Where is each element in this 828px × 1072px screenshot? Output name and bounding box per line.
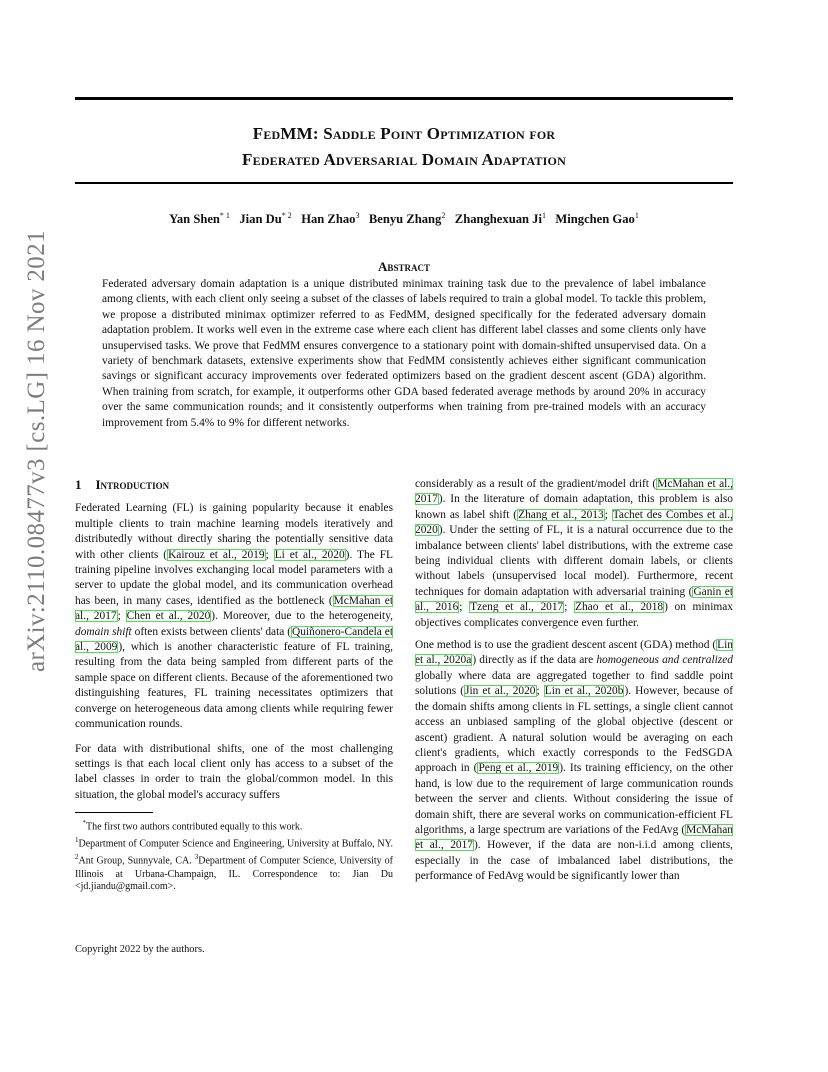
footnote: *The first two authors contributed equally to this work. $^1$Department of Computer Science and Engineering, University at Buffalo, NY. $^2$Ant Group, Sunnyvale, CA. $^3$Department of Computer Science, University of Illinois at Urbana-Champaign, IL. Correspondence to: Jian Du <jd.jiandu@gmail.com>. bbox=[75, 819, 394, 893]
citation-link[interactable]: McMahan et al., 2017 bbox=[415, 823, 733, 852]
citation-link[interactable]: Kairouz et al., 2019 bbox=[168, 548, 265, 561]
title-top-rule bbox=[75, 97, 733, 100]
citation-link[interactable]: Chen et al., 2020 bbox=[126, 610, 211, 623]
author: Yan Shen$^{* 1}$ bbox=[169, 211, 230, 227]
intro-paragraph-2: For data with distributional shifts, one of the most challenging settings is that each local client only has access to a subset of the label classes in order to train the global/common model. In this situation, the global model's accuracy suffers bbox=[75, 742, 393, 801]
author: Jian Du$^{* 2}$ bbox=[239, 211, 292, 227]
abstract-body: Federated adversary domain adaptation is a unique distributed minimax training task due to the prevalence of label imbalance among clients, with each client only seeing a subset of the classes of labels required to train a global model. To tackle this problem, we propose a distributed minimax optimizer referred to as FedMM, designed specifically for the federated adversary domain adaptation problem. It works well even in the extreme case where each client has different label classes and some clients only have unsupervised tasks. We prove that FedMM ensures convergence to a stationary point with domain-shifted unsupervised data. On a variety of benchmark datasets, extensive experiments show that FedMM consistently achieves either significant communication savings or significant accuracy improvements over federated optimizers based on the gradient descent ascent (GDA) algorithm. When training from scratch, for example, it outperforms other GDA based federated average methods by around 20% in accuracy over the same communication rounds; and it consistently outperforms when training from pre-trained models with an accuracy improvement from 5.4% to 9% for different networks. bbox=[102, 278, 706, 429]
arxiv-stamp[interactable]: arXiv:2110.08477v3 [cs.LG] 16 Nov 2021 bbox=[23, 230, 50, 672]
author: Mingchen Gao$^1$ bbox=[555, 211, 639, 227]
citation-link[interactable]: Quiñonero-Candela et al., 2009 bbox=[75, 625, 393, 654]
citation-link[interactable]: McMahan et al., 2017 bbox=[415, 478, 733, 506]
author: Benyu Zhang$^2$ bbox=[368, 211, 446, 227]
citation-link[interactable]: Tachet des Combes et al., 2020 bbox=[415, 508, 734, 537]
abstract-heading: Abstract bbox=[378, 259, 430, 274]
section-heading bbox=[75, 477, 393, 492]
paper-title bbox=[75, 121, 733, 173]
footnote-rule bbox=[75, 812, 153, 813]
right-column bbox=[415, 477, 733, 892]
citation-link[interactable]: Tzeng et al., 2017 bbox=[470, 601, 564, 614]
citation-link[interactable]: Lin et al., 2020b bbox=[544, 685, 624, 698]
citation-link[interactable]: Lin et al., 2020a bbox=[415, 639, 733, 667]
title-line-1: FedMM: Saddle Point Optimization for bbox=[252, 124, 556, 143]
copyright-notice: Copyright 2022 by the authors. bbox=[75, 944, 205, 955]
author: Han Zhao$^3$ bbox=[301, 211, 360, 227]
citation-link[interactable]: Zhao et al., 2018 bbox=[575, 601, 664, 614]
intro-paragraph-3: considerably as a result of the gradient/model drift (McMahan et al., 2017). In the literature of domain adaptation, this problem is also known as label shift (Zhang et al., 2013; Tachet des Combes et al., 2020). Under the setting of FL, it is a natural occurrence due to the imbalance between clients' label distributions, with the extreme case being individual clients with different domain labels, or clients without labels (unsupervised local model). Furthermore, recent techniques for domain adaptation with adversarial training (Ganin et al., 2016; Tzeng et al., 2017; Zhao et al., 2018) on minimax objectives complicates convergence even further. bbox=[415, 478, 734, 629]
citation-link[interactable]: Peng et al., 2019 bbox=[478, 762, 559, 775]
citation-link[interactable]: Jin et al., 2020 bbox=[465, 685, 536, 698]
section-title: Introduction bbox=[95, 477, 170, 492]
citation-link[interactable]: Zhang et al., 2013 bbox=[518, 508, 604, 521]
author: Zhanghexuan Ji$^1$ bbox=[454, 211, 546, 227]
citation-link[interactable]: Ganin et al., 2016 bbox=[415, 585, 733, 614]
title-line-2: Federated Adversarial Domain Adaptation bbox=[242, 150, 566, 169]
intro-paragraph-1: Federated Learning (FL) is gaining popularity because it enables multiple clients to train machine learning models iteratively and distributedly without directly sharing the potentially sensitive data with other clients (Kairouz et al., 2019; Li et al., 2020). The FL training pipeline involves exchanging local model parameters with a server to update the global model, and its communication overhead has been, in many cases, identified as the bottleneck (McMahan et al., 2017; Chen et al., 2020). Moreover, due to the heterogeneity, domain shift often exists between clients' data (Quiñonero-Candela et al., 2009), which is another characteristic feature of FL training, resulting from the data being sampled from different parts of the sample space on different clients. Because of the aforementioned two distinguishing features, FL training necessitates optimizers that converge on heterogeneous data among clients while requiring fewer communication rounds. bbox=[75, 502, 394, 731]
citation-link[interactable]: McMahan et al., 2017 bbox=[75, 594, 393, 623]
citation-link[interactable]: Li et al., 2020 bbox=[274, 548, 345, 561]
section-number: 1 bbox=[75, 477, 82, 492]
left-column bbox=[75, 477, 393, 894]
author-list bbox=[75, 211, 733, 227]
title-bottom-rule bbox=[75, 182, 733, 184]
intro-paragraph-4: One method is to use the gradient descent ascent (GDA) method (Lin et al., 2020a) directly as if the data are homogeneous and centralized globally where data are aggregated together to find saddle point solutions (Jin et al., 2020; Lin et al., 2020b). However, because of the domain shifts among clients in FL settings, a single client cannot access an unbiased sampling of the global objective (descent or ascent) gradient. A natural solution would be averaging on each client's gradients, which exactly corresponds to the FedSGDA approach in (Peng et al., 2019). Its training efficiency, on the other hand, is low due to the requirement of large communication rounds between the server and clients. Without considering the issue of domain shift, there are several works on communication-efficient FL algorithms, a large spectrum are variations of the FedAvg (McMahan et al., 2017). However, if the data are non-i.i.d among clients, especially in the case of imbalanced label distributions, the performance of FedAvg would be significantly lower than bbox=[415, 639, 733, 883]
